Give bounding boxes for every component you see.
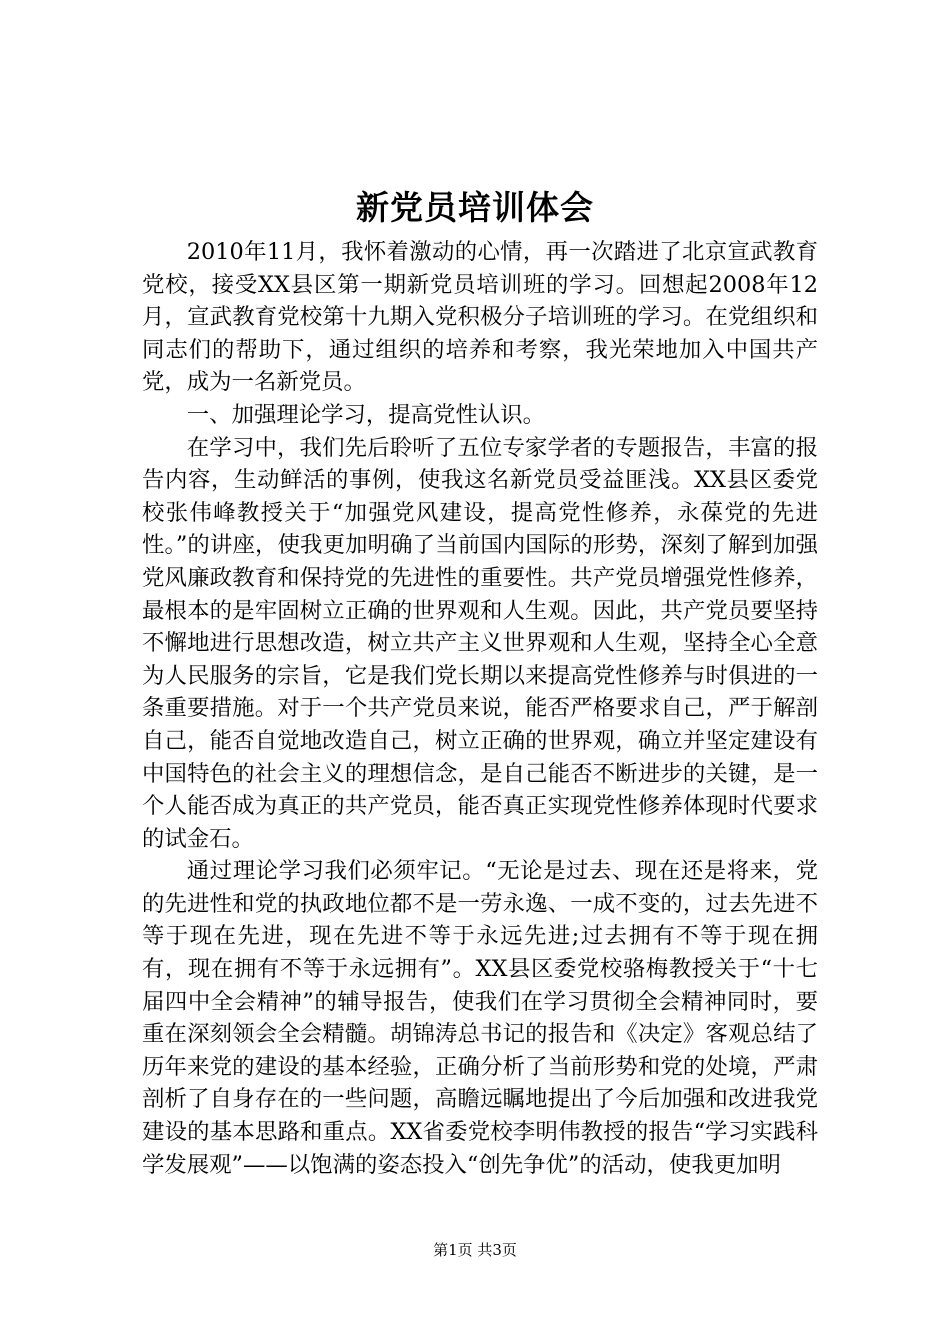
page-footer: 第1页 共3页 <box>433 1241 517 1259</box>
document-title: 新党员培训体会 <box>356 188 594 227</box>
document-body <box>142 236 818 1181</box>
paragraph-theory: 通过理论学习我们必须牢记。“无论是过去、现在还是将来，党的先进性和党的执政地位都不是一劳永逸、一成不变的，过去先进不等于现在先进，现在先进不等于永远先进;过去拥有不等于现在拥有，现在拥有不等于永远拥有”。XX县区委党校骆梅教授关于“十七届四中全会精神”的辅导报告，使我们在学习贯彻全会精神同时，要重在深刻领会全会精髓。胡锦涛总书记的报告和《决定》客观总结了历年来党的建设的基本经验，正确分析了当前形势和党的处境，严肃剖析了自身存在的一些问题，高瞻远瞩地提出了今后加强和改进我党建设的基本思路和重点。XX省委党校李明伟教授的报告“学习实践科学发展观”——以饱满的姿态投入“创先争优”的活动，使我更加明 <box>142 858 818 1178</box>
paragraph-intro: 2010年11月，我怀着激动的心情，再一次踏进了北京宣武教育党校，接受XX县区第一期新党员培训班的学习。回想起2008年12月，宣武教育党校第十九期入党积极分子培训班的学习。在党组织和同志们的帮助下，通过组织的培养和考察，我光荣地加入中国共产党，成为一名新党员。 <box>142 239 818 396</box>
paragraph-lectures: 在学习中，我们先后聆听了五位专家学者的专题报告，丰富的报告内容，生动鲜活的事例，使我这名新党员受益匪浅。XX县区委党校张伟峰教授关于“加强党风建设，提高党性修养，永葆党的先进性。”的讲座，使我更加明确了当前国内国际的形势，深刻了解到加强党风廉政教育和保持党的先进性的重要性。共产党员增强党性修养，最根本的是牢固树立正确的世界观和人生观。因此，共产党员要坚持不懈地进行思想改造，树立共产主义世界观和人生观，坚持全心全意为人民服务的宗旨，它是我们党长期以来提高党性修养与时俱进的一条重要措施。对于一个共产党员来说，能否严格要求自己，严于解剖自己，能否自觉地改造自己，树立正确的世界观，确立并坚定建设有中国特色的社会主义的理想信念，是自己能否不断进步的关键，是一个人能否成为真正的共产党员，能否真正实现党性修养体现时代要求的试金石。 <box>142 434 818 852</box>
section-heading-1: 一、加强理论学习，提高党性认识。 <box>186 401 546 428</box>
